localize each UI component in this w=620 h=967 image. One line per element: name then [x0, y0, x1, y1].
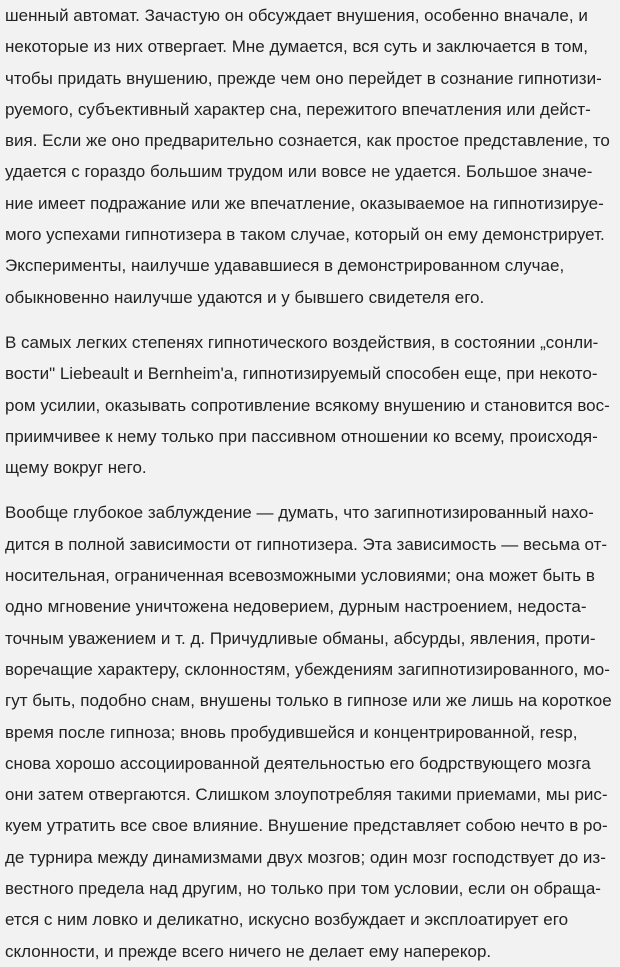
text-line: Вообще глубокое заблуждение — думать, что загипнотизированный нахо- [5, 503, 594, 523]
text-line: точным уважением и т. д. Причудливые обманы, абсурды, явления, проти- [5, 628, 596, 648]
text-line: склонности, и прежде всего ничего не делает ему наперекор. [5, 941, 492, 961]
text-line: обыкновенно наилучше удаются и у бывшего свидетеля его. [5, 287, 485, 307]
text-line: ром усилии, оказывать сопротивление всякому внушению и становится вос- [5, 395, 610, 415]
text-line: дится в полной зависимости от гипнотизера. Эта зависимость — весьма от- [5, 534, 608, 554]
text-line: мого успехами гипнотизера в таком случае, который он ему демонстрирует. [5, 225, 605, 245]
text-line: вестного предела над другим, но только при том условии, если он обраща- [5, 879, 601, 899]
text-line: носительная, ограниченная всевозможными условиями; она может быть в [5, 566, 595, 586]
text-line: куем утратить все свое влияние. Внушение представляет собою нечто в ро- [5, 816, 608, 836]
paragraph-2 [5, 327, 614, 483]
text-line: они затем отвергаются. Слишком злоупотребляя такими приемами, мы рис- [5, 785, 608, 805]
text-line: В самых легких степенях гипнотического воздействия, в состоянии „сонли- [5, 332, 599, 352]
text-line: время после гипноза; вновь пробудившейся и концентрированной, resp, [5, 722, 578, 742]
paragraph-3 [5, 497, 614, 966]
text-line: чтобы придать внушению, прежде чем оно перейдет в сознание гипнотизи- [5, 68, 602, 88]
text-line: воречащие характеру, склонностям, убеждениям загипнотизированного, мо- [5, 659, 610, 679]
text-line: щему вокруг него. [5, 458, 147, 478]
text-line: удается с гораздо большим трудом или вовсе не удается. Большое значе- [5, 162, 593, 182]
text-line: снова хорошо ассоциированной деятельностью его бодрствующего мозга [5, 753, 591, 773]
text-line: Эксперименты, наилучше удававшиеся в демонстрированном случае, [5, 256, 565, 276]
text-line: некоторые из них отвергает. Мне думается, вся суть и заключается в том, [5, 37, 588, 57]
text-line: вия. Если же оно предварительно сознается, как простое представление, то [5, 131, 610, 151]
paragraph-1 [5, 0, 614, 313]
text-line: гут быть, подобно снам, внушены только в гипнозе или же лишь на короткое [5, 691, 612, 711]
text-line: одно мгновение уничтожена недоверием, дурным настроением, недоста- [5, 597, 587, 617]
text-line: шенный автомат. Зачастую он обсуждает внушения, особенно вначале, и [5, 6, 588, 25]
text-line: ние имеет подражание или же впечатление, оказываемое на гипнотизируе- [5, 193, 604, 213]
text-line: руемого, субъективный характер сна, пережитого впечатления или дейст- [5, 99, 591, 119]
text-line: де турнира между динамизмами двух мозгов; один мозг господствует до из- [5, 847, 606, 867]
text-line: приимчивее к нему только при пассивном отношении ко всему, происходя- [5, 426, 598, 446]
text-line: вости" Liebeault и Bernheim'a, гипнотизируемый способен еще, при некото- [5, 364, 598, 384]
text-line: ется с ним ловко и деликатно, искусно возбуждает и эксплоатирует его [5, 910, 569, 930]
